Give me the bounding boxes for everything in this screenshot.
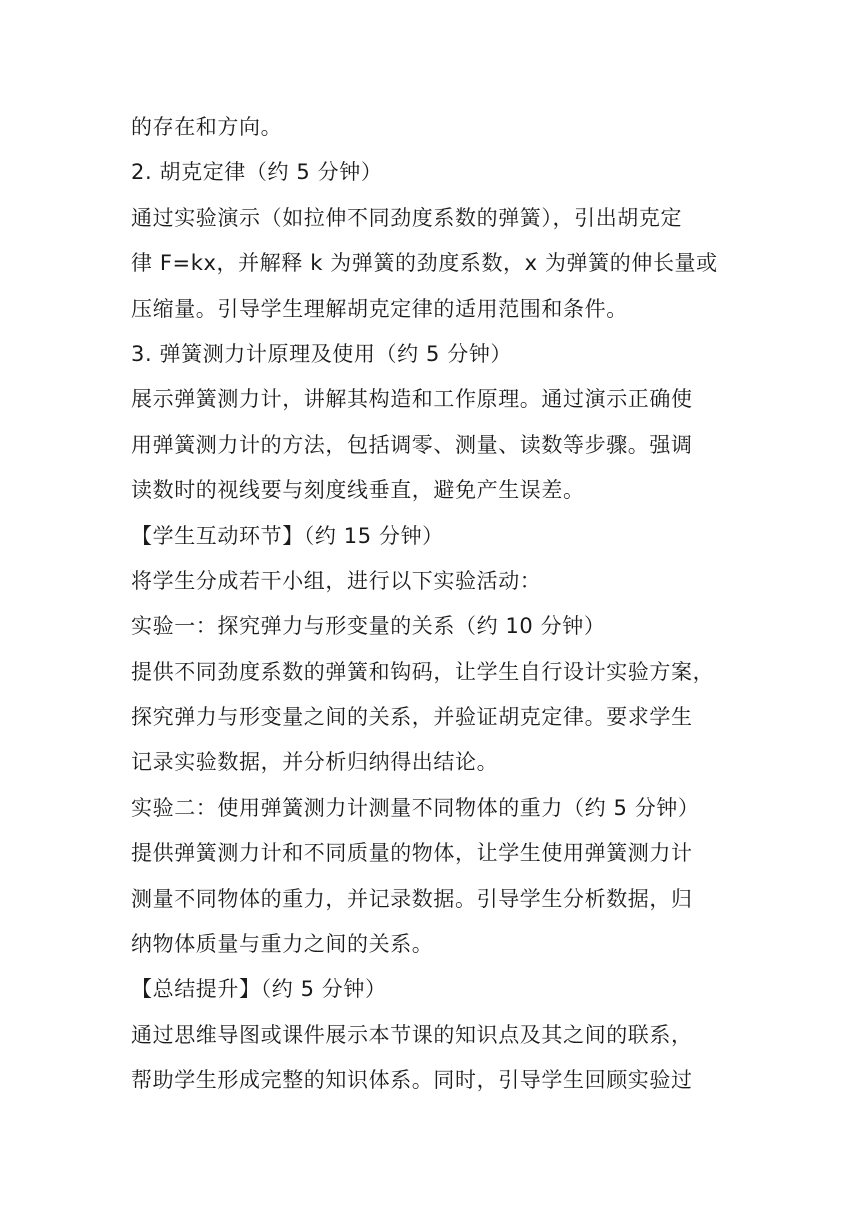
experiment-heading: 实验二：使用弹簧测力计测量不同物体的重力（约 5 分钟） [131, 795, 700, 820]
text-line: 读数时的视线要与刻度线垂直，避免产生误差。 [131, 478, 585, 503]
text-line: 压缩量。引导学生理解胡克定律的适用范围和条件。 [131, 296, 628, 321]
text-line: 记录实验数据，并分析归纳得出结论。 [131, 750, 499, 775]
text-line: 帮助学生形成完整的知识体系。同时，引导学生回顾实验过 [131, 1068, 693, 1093]
text-line: 的存在和方向。 [131, 115, 283, 139]
text-line: 通过思维导图或课件展示本节课的知识点及其之间的联系， [131, 1022, 693, 1047]
section-heading: 3. 弹簧测力计原理及使用（约 5 分钟） [131, 341, 513, 366]
text-line: 将学生分成若干小组，进行以下实验活动： [131, 568, 542, 593]
text-line: 用弹簧测力计的方法，包括调零、测量、读数等步骤。强调 [131, 432, 693, 457]
text-line: 测量不同物体的重力，并记录数据。引导学生分析数据，归 [131, 886, 693, 911]
text-line: 提供不同劲度系数的弹簧和钩码，让学生自行设计实验方案， [131, 659, 715, 684]
document-page [131, 105, 731, 1104]
section-heading: 2. 胡克定律（约 5 分钟） [131, 160, 383, 185]
section-heading: 【学生互动环节】（约 15 分钟） [131, 523, 444, 548]
text-line: 提供弹簧测力计和不同质量的物体，让学生使用弹簧测力计 [131, 841, 693, 866]
text-line: 展示弹簧测力计，讲解其构造和工作原理。通过演示正确使 [131, 387, 693, 412]
experiment-heading: 实验一：探究弹力与形变量的关系（约 10 分钟） [131, 614, 606, 639]
text-line: 探究弹力与形变量之间的关系，并验证胡克定律。要求学生 [131, 705, 693, 730]
section-heading: 【总结提升】（约 5 分钟） [131, 977, 387, 1002]
text-line: 通过实验演示（如拉伸不同劲度系数的弹簧），引出胡克定 [131, 205, 683, 230]
text-line: 纳物体质量与重力之间的关系。 [131, 932, 434, 957]
text-line: 律 F=kx，并解释 k 为弹簧的劲度系数，x 为弹簧的伸长量或 [131, 251, 718, 276]
